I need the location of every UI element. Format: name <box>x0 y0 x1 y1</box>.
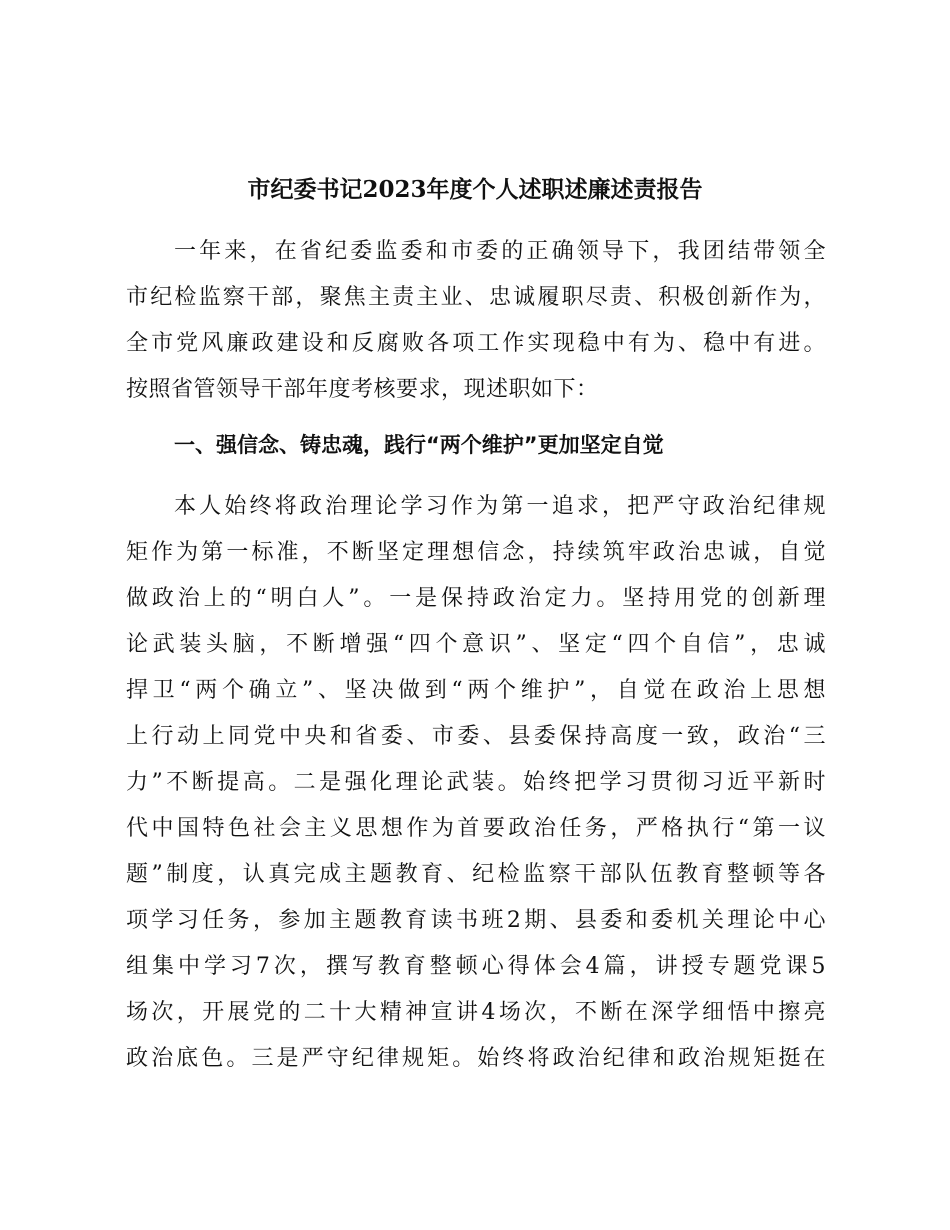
section-1-line-5: 捍卫“两个确立”、坚决做到“两个维护”，自觉在政治上思想 <box>126 678 826 703</box>
section-1-line-9: 题”制度，认真完成主题教育、纪检监察干部队伍教育整顿等各 <box>126 862 826 887</box>
section-1-line-7: 力”不断提高。二是强化理论武装。始终把学习贯彻习近平新时 <box>126 770 826 795</box>
document-title: 市纪委书记2023年度个人述职述廉述责报告 <box>247 176 703 203</box>
section-1-line-12: 场次，开展党的二十大精神宣讲4场次，不断在深学细悟中擦亮 <box>126 1000 826 1025</box>
section-1-line-1: 本人始终将政治理论学习作为第一追求，把严守政治纪律规 <box>174 494 826 519</box>
intro-line-4: 按照省管领导干部年度考核要求，现述职如下： <box>126 377 599 402</box>
section-1-line-10: 项学习任务，参加主题教育读书班2期、县委和委机关理论中心 <box>126 908 826 933</box>
section-1-line-8: 代中国特色社会主义思想作为首要政治任务，严格执行“第一议 <box>126 816 826 841</box>
section-1-line-3: 做政治上的“明白人”。一是保持政治定力。坚持用党的创新理 <box>126 586 826 611</box>
section-1-line-11: 组集中学习7次，撰写教育整顿心得体会4篇，讲授专题党课5 <box>126 954 826 979</box>
section-1-line-6: 上行动上同党中央和省委、市委、县委保持高度一致，政治“三 <box>126 724 826 749</box>
section-1-line-2: 矩作为第一标准，不断坚定理想信念，持续筑牢政治忠诚，自觉 <box>126 540 826 565</box>
intro-line-1: 一年来，在省纪委监委和市委的正确领导下，我团结带领全 <box>174 239 826 264</box>
section-1-line-13: 政治底色。三是严守纪律规矩。始终将政治纪律和政治规矩挺在 <box>126 1046 826 1071</box>
section-1-line-4: 论武装头脑，不断增强“四个意识”、坚定“四个自信”，忠诚 <box>126 632 826 657</box>
intro-line-3: 全市党风廉政建设和反腐败各项工作实现稳中有为、稳中有进。 <box>126 331 826 356</box>
intro-line-2: 市纪检监察干部，聚焦主责主业、忠诚履职尽责、积极创新作为， <box>126 285 826 310</box>
section-1-heading: 一、强信念、铸忠魂，践行“两个维护”更加坚定自觉 <box>174 433 664 457</box>
